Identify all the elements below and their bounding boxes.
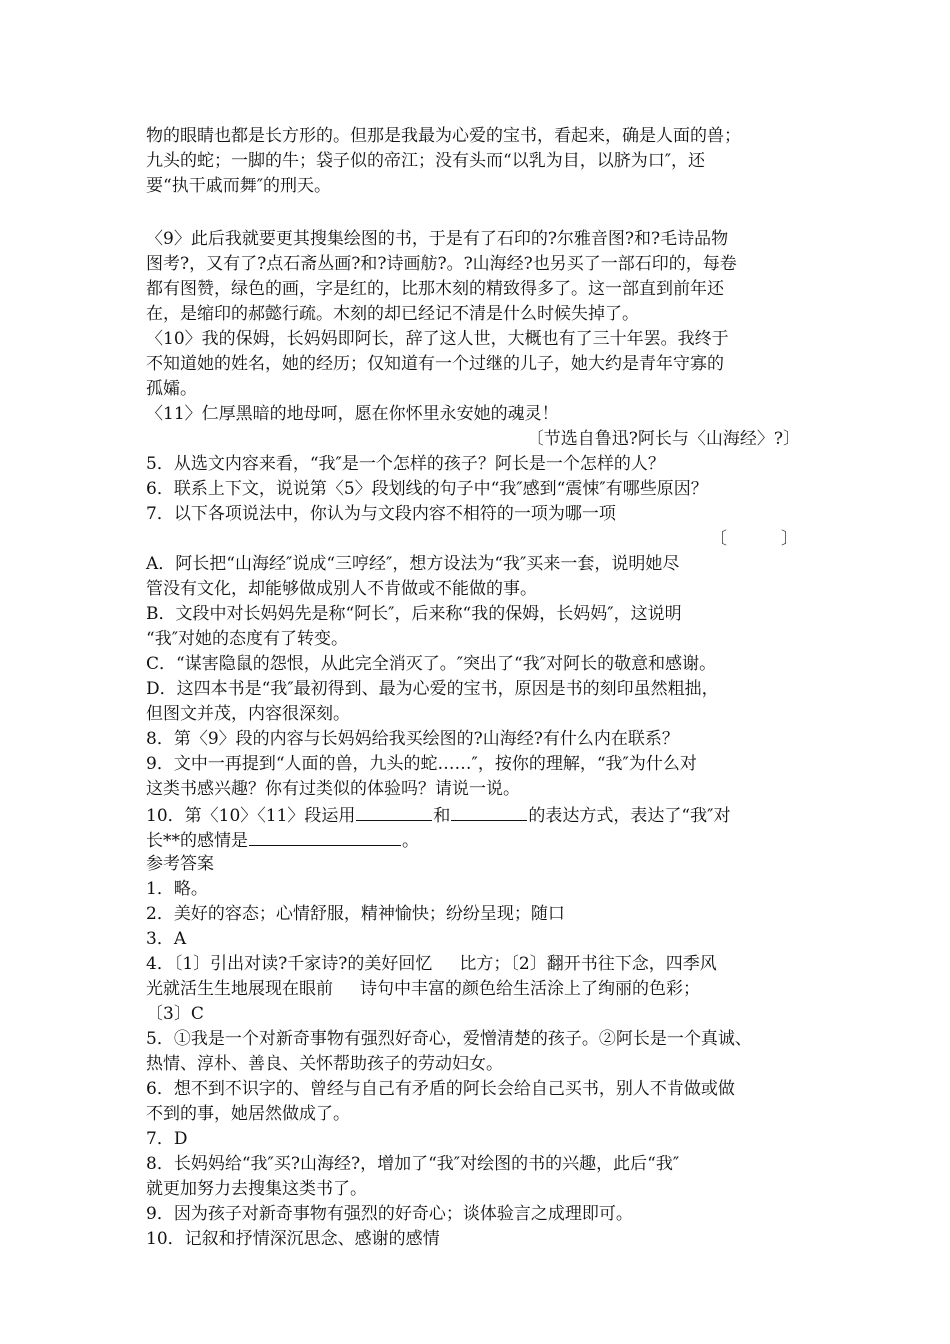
answer-line: 9．因为孩子对新奇事物有强烈的好奇心；谈体验言之成理即可。 <box>146 1204 633 1224</box>
passage-line: 〈10〉我的保姆，长妈妈即阿长，辞了这人世，大概也有了三十年罢。我终于 <box>146 329 729 349</box>
answer-line: 4．〔1〕引出对读?千家诗?的美好回忆 比方；〔2〕翻开书往下念，四季风 <box>146 954 717 974</box>
answer-line: 热情、淳朴、善良、关怀帮助孩子的劳动妇女。 <box>146 1054 503 1074</box>
question-10-text: 。 <box>402 831 419 851</box>
question-8: 8．第〈9〉段的内容与长妈妈给我买绘图的?山海经?有什么内在联系？ <box>146 729 679 749</box>
passage-line: 在，是缩印的郝懿行疏。木刻的却已经记不清是什么时候失掉了。 <box>146 304 639 324</box>
answer-line: 10．记叙和抒情深沉思念、感谢的感情 <box>146 1229 440 1249</box>
option-c: C．“谋害隐鼠的怨恨，从此完全消灭了。″突出了“我″对阿长的敬意和感谢。 <box>146 654 717 674</box>
option-d-continued: 但图文并茂，内容很深刻。 <box>146 704 350 724</box>
question-10-text: 的表达方式，表达了“我″对 <box>528 806 731 826</box>
question-10-text: 10．第〈10〉〈11〉段运用 <box>146 806 356 826</box>
answer-line: 〔3〕C <box>146 1004 204 1024</box>
question-9: 9．文中一再提到“人面的兽，九头的蛇……″，按你的理解，“我″为什么对 <box>146 754 697 774</box>
passage-line: 九头的蛇；一脚的牛；袋子似的帝江；没有头而“以乳为目，以脐为口″，还 <box>146 151 706 171</box>
answer-line: 光就活生生地展现在眼前 诗句中丰富的颜色给生活涂上了绚丽的色彩； <box>146 979 701 999</box>
passage-line: 要“执干戚而舞″的刑天。 <box>146 176 332 196</box>
answer-bracket: 〔 〕 <box>709 529 798 549</box>
option-b: B．文段中对长妈妈先是称“阿长″，后来称“我的保姆，长妈妈″，这说明 <box>146 604 682 624</box>
question-9-continued: 这类书感兴趣？你有过类似的体验吗？请说一说。 <box>146 779 520 799</box>
question-6: 6．联系上下文，说说第〈5〉段划线的句子中“我″感到“震悚″有哪些原因？ <box>146 479 708 499</box>
option-a-continued: 管没有文化，却能够做成别人不肯做或不能做的事。 <box>146 579 537 599</box>
fill-blank[interactable] <box>249 829 401 846</box>
passage-line: 不知道她的姓名，她的经历；仅知道有一个过继的儿子，她大约是青年守寡的 <box>146 354 724 374</box>
answer-line: 8．长妈妈给“我″买?山海经?，增加了“我″对绘图的书的兴趣，此后“我″ <box>146 1154 680 1174</box>
answers-heading: 参考答案 <box>146 854 214 874</box>
passage-line: 都有图赞，绿色的画，字是红的，比那木刻的精致得多了。这一部直到前年还 <box>146 279 724 299</box>
passage-source: 〔节选自鲁迅?阿长与〈山海经〉?〕 <box>526 429 800 449</box>
passage-line: 〈11〉仁厚黑暗的地母呵，愿在你怀里永安她的魂灵！ <box>146 404 559 424</box>
fill-blank[interactable] <box>451 804 527 821</box>
question-10-text: 长**的感情是 <box>146 831 248 851</box>
passage-line: 图考?，又有了?点石斋丛画?和?诗画舫?。?山海经?也另买了一部石印的，每卷 <box>146 254 737 274</box>
option-b-continued: “我″对她的态度有了转变。 <box>146 629 349 649</box>
option-a: A．阿长把“山海经″说成“三哼经″，想方设法为“我″买来一套，说明她尽 <box>146 554 680 574</box>
option-d: D．这四本书是“我″最初得到、最为心爱的宝书，原因是书的刻印虽然粗拙， <box>146 679 719 699</box>
answer-line: 7．D <box>146 1129 188 1149</box>
passage-line: 〈9〉此后我就要更其搜集绘图的书，于是有了石印的?尔雅音图?和?毛诗品物 <box>146 229 729 249</box>
answer-line: 3．A <box>146 929 187 949</box>
answer-line: 5．①我是一个对新奇事物有强烈好奇心，爱憎清楚的孩子。②阿长是一个真诚、 <box>146 1029 752 1049</box>
answer-line: 1．略。 <box>146 879 208 899</box>
passage-line: 孤孀。 <box>146 379 197 399</box>
answer-line: 6．想不到不识字的、曾经与自己有矛盾的阿长会给自己买书，别人不肯做或做 <box>146 1079 735 1099</box>
fill-blank[interactable] <box>356 804 432 821</box>
answer-line: 2．美好的容态；心情舒服，精神愉快；纷纷呈现；随口 <box>146 904 565 924</box>
answer-line: 不到的事，她居然做成了。 <box>146 1104 350 1124</box>
question-5: 5．从选文内容来看，“我″是一个怎样的孩子？阿长是一个怎样的人？ <box>146 454 665 474</box>
question-10 <box>146 804 730 826</box>
question-10-text: 和 <box>433 806 451 826</box>
passage-line: 物的眼睛也都是长方形的。但那是我最为心爱的宝书，看起来，确是人面的兽； <box>146 126 741 146</box>
question-10-continued <box>146 829 419 851</box>
answer-line: 就更加努力去搜集这类书了。 <box>146 1179 367 1199</box>
question-7: 7．以下各项说法中，你认为与文段内容不相符的一项为哪一项 <box>146 504 616 524</box>
